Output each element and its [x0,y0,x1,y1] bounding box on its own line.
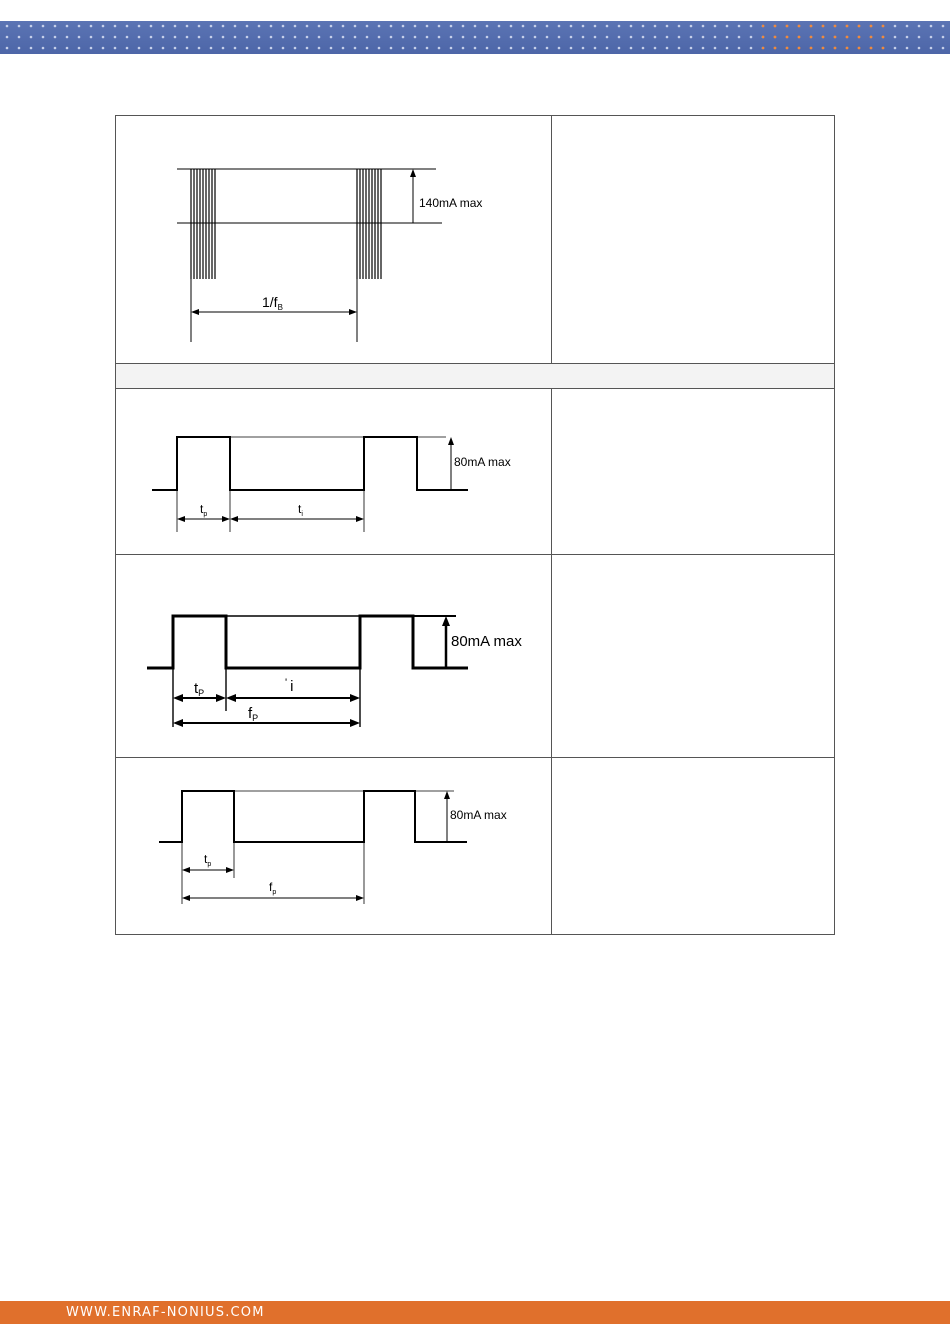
pulse-freq-diagram-cell [116,758,552,934]
table-row-pulse-bold [116,555,834,758]
pulse-bold-tp-label: $t_P$ [194,680,205,698]
pulse-bold-ti-label: ' i [285,677,294,695]
burst-period-label: $1/f_B$ [262,294,283,312]
pulse-freq-tp-label: $t_p$ [204,852,212,868]
table-row-pulse-freq [116,758,834,934]
pulse-thin-tp-label: $t_p$ [200,502,208,518]
pulse-bold-waveform-diagram [116,555,552,757]
footer-website-link[interactable]: WWW.ENRAF-NONIUS.COM [66,1305,265,1320]
burst-amplitude-label: 140mA max [419,196,483,210]
burst-waveform-diagram [116,116,552,363]
footer-band [0,1301,950,1324]
table-section-separator [116,364,834,389]
pulse-bold-description-cell [552,555,834,757]
pulse-freq-waveform-diagram [116,758,552,934]
pulse-thin-ti-label: $t_i$ [298,502,303,518]
burst-description-cell [552,116,834,363]
pulse-bold-diagram-cell [116,555,552,757]
pulse-bold-fp-label: $f_P$ [248,705,259,723]
table-row-pulse-thin [116,389,834,555]
pulse-thin-amplitude-label: 80mA max [454,455,511,469]
header-band [0,21,950,54]
dot-pattern [0,21,950,54]
pulse-freq-description-cell [552,758,834,934]
pulse-thin-diagram-cell [116,389,552,554]
pulse-thin-waveform-diagram [116,389,552,554]
pulse-freq-fp-label: $f_p$ [269,880,277,896]
table-row-burst [116,116,834,364]
pulse-freq-amplitude-label: 80mA max [450,808,507,822]
pulse-thin-description-cell [552,389,834,554]
waveform-table [115,115,835,935]
burst-diagram-cell [116,116,552,363]
pulse-bold-amplitude-label: 80mA max [451,633,522,650]
